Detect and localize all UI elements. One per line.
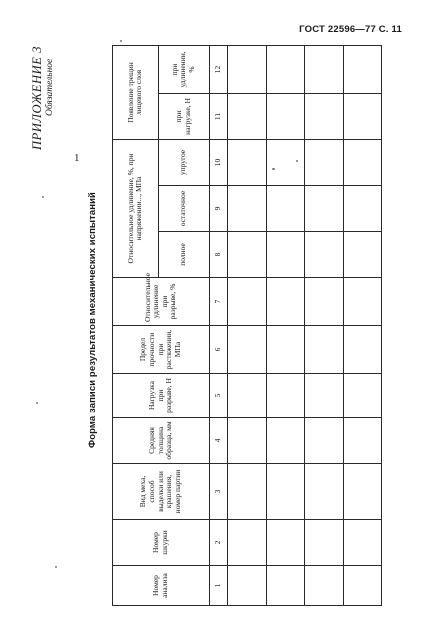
- col-crack-at-elongation: при удлинении, %: [158, 45, 209, 93]
- col-elongation-at-break: Относительное удлинение при разрыве, %: [113, 278, 210, 326]
- column-number: 6: [209, 326, 228, 374]
- table-row: [228, 45, 266, 605]
- col-total-elongation: полное: [158, 232, 209, 278]
- table-cell: [266, 278, 304, 326]
- column-number: 5: [209, 374, 228, 418]
- table-cell: [305, 232, 343, 278]
- table-cell: [228, 93, 266, 139]
- col-crack-at-load: при нагрузке, Н: [158, 93, 209, 139]
- col-avg-thickness: Средняя толщина образца, мм: [113, 418, 210, 464]
- table-cell: [266, 464, 304, 520]
- table-cell: [305, 418, 343, 464]
- col-breaking-load: Нагрузка при разрыве, Н: [113, 374, 210, 418]
- column-number: 9: [209, 186, 228, 232]
- column-number: 10: [209, 139, 228, 185]
- group-elongation-at-stress: Относительное удлинение, %, при напряжении..., МПа: [113, 139, 159, 277]
- table-cell: [266, 374, 304, 418]
- table-cell: [228, 139, 266, 185]
- table-cell: [343, 45, 381, 93]
- results-form-table: [112, 46, 382, 606]
- table-cell: [266, 232, 304, 278]
- table-cell: [228, 278, 266, 326]
- table-cell: [228, 186, 266, 232]
- scan-speck: [42, 196, 44, 198]
- table-cell: [228, 326, 266, 374]
- table-cell: [266, 45, 304, 93]
- table-cell: [343, 278, 381, 326]
- col-residual-elongation: остаточное: [158, 186, 209, 232]
- column-number: 11: [209, 93, 228, 139]
- table-cell: [266, 186, 304, 232]
- table-cell: [305, 464, 343, 520]
- table-cell: [343, 232, 381, 278]
- group-face-layer-cracks: Появление трещин лицевого слоя: [113, 45, 159, 139]
- table-cell: [228, 464, 266, 520]
- table-cell: [343, 374, 381, 418]
- table-cell: [305, 93, 343, 139]
- col-pelt-number: Номер шкурки: [113, 520, 210, 566]
- table-body: [228, 45, 382, 605]
- table-row: [343, 45, 381, 605]
- column-number: 7: [209, 278, 228, 326]
- table-cell: [228, 45, 266, 93]
- table-cell: [343, 93, 381, 139]
- table-cell: [343, 464, 381, 520]
- table-cell: [266, 139, 304, 185]
- form-title: Форма записи результатов механических испытаний: [87, 192, 98, 448]
- col-analysis-number: Номер анализа: [113, 566, 210, 606]
- appendix-subtitle: Обязательное: [45, 58, 55, 116]
- page-header: ГОСТ 22596—77 С. 11: [299, 24, 402, 35]
- table-cell: [266, 93, 304, 139]
- marginal-mark: 1: [74, 152, 80, 164]
- table-cell: [228, 418, 266, 464]
- table-cell: [343, 186, 381, 232]
- table-cell: [305, 520, 343, 566]
- column-number: 8: [209, 232, 228, 278]
- table-cell: [305, 45, 343, 93]
- table-cell: [228, 232, 266, 278]
- column-number: 3: [209, 464, 228, 520]
- col-elastic-elongation: упругое: [158, 139, 209, 185]
- table-cell: [266, 520, 304, 566]
- table-cell: [343, 418, 381, 464]
- scan-speck: [36, 402, 38, 404]
- col-fur-type-batch: Вид меха, способ выделки или крашения, номер партии: [113, 464, 210, 520]
- column-number: 2: [209, 520, 228, 566]
- table-cell: [266, 326, 304, 374]
- table-cell: [305, 566, 343, 606]
- table-cell: [343, 326, 381, 374]
- table-cell: [305, 374, 343, 418]
- table-cell: [343, 520, 381, 566]
- table-cell: [343, 566, 381, 606]
- table-cell: [266, 566, 304, 606]
- table-cell: [228, 520, 266, 566]
- table-row: [305, 45, 343, 605]
- table-cell: [305, 139, 343, 185]
- appendix-title: ПРИЛОЖЕНИЕ 3: [30, 45, 44, 150]
- table-cell: [305, 278, 343, 326]
- scan-speck: [55, 566, 57, 568]
- table-cell: [228, 566, 266, 606]
- table-cell: [266, 418, 304, 464]
- col-tensile-strength: Предел прочности при растяжении, МПа: [113, 326, 210, 374]
- table-row: [266, 45, 304, 605]
- column-number: 4: [209, 418, 228, 464]
- scan-speck: [120, 40, 122, 42]
- column-number: 12: [209, 45, 228, 93]
- table-cell: [305, 326, 343, 374]
- table-cell: [228, 374, 266, 418]
- table-cell: [305, 186, 343, 232]
- table-cell: [343, 139, 381, 185]
- column-number: 1: [209, 566, 228, 606]
